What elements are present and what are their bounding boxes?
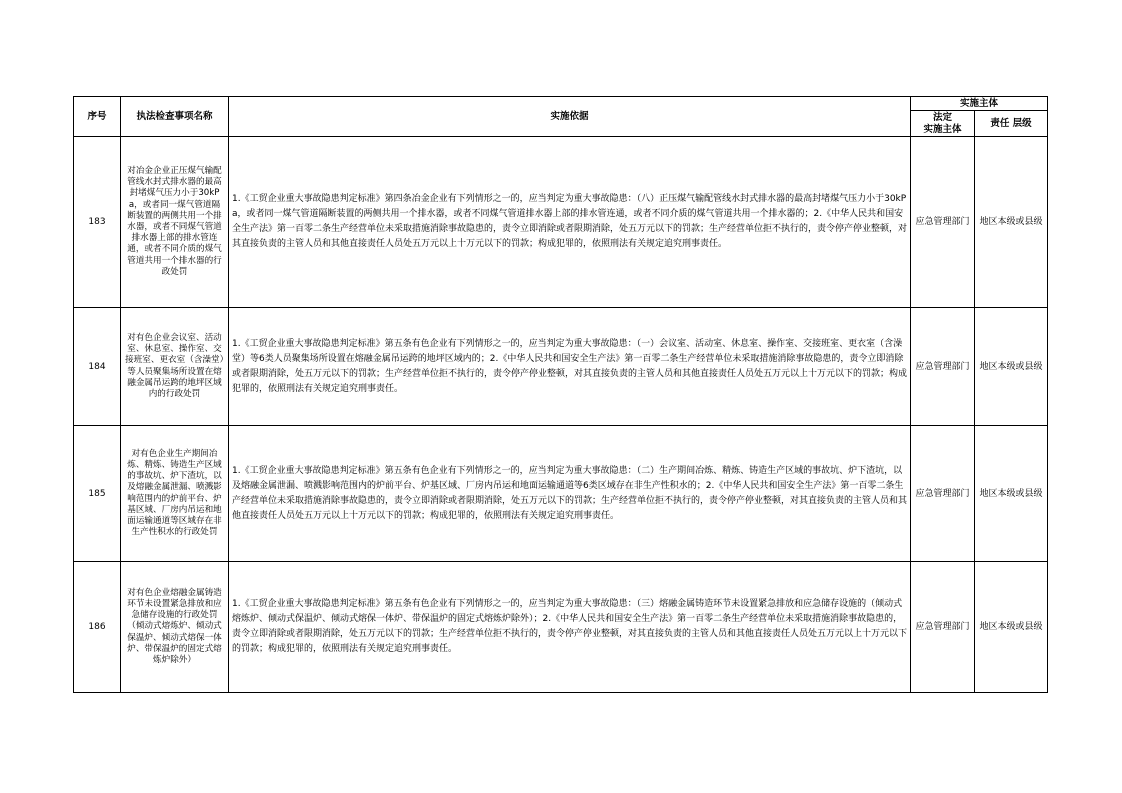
header-subject: 实施主体: [911, 97, 1048, 111]
row-level: 地区本级或县级: [975, 562, 1048, 693]
header-seq: 序号: [74, 97, 121, 137]
header-item-name: 执法检查事项名称: [121, 97, 229, 137]
enforcement-items-table: [73, 96, 1048, 693]
row-basis: 1.《工贸企业重大事故隐患判定标准》第五条有色企业有下列情形之一的，应当判定为重大事故隐患：（三）熔融金属铸造环节未设置紧急排放和应急储存设施的（倾动式熔炼炉、倾动式保温炉、倾动式熔保一体炉、带保温炉的固定式熔炼炉除外）；2.《中华人民共和国安全生产法》第一百零二条生产经营单位未采取措施消除事故隐患的，责令立即消除或者限期消除，处五万元以下的罚款；生产经营单位拒不执行的，责令停产停业整顿，对其直接负责的主管人员和其他直接责任人员处五万元以上十万元以下的罚款；构成犯罪的，依照刑法有关规定追究刑事责任。: [229, 562, 911, 693]
row-dept: 应急管理部门: [911, 308, 975, 426]
header-basis: 实施依据: [229, 97, 911, 137]
table-row: [74, 562, 1048, 693]
row-item-name: 对有色企业熔融金属铸造环节未设置紧急排放和应急储存设施的行政处罚（倾动式熔炼炉、倾动式保温炉、倾动式熔保一体炉、带保温炉的固定式熔炼炉除外）: [121, 562, 229, 693]
row-seq: 185: [74, 426, 121, 562]
row-basis: 1.《工贸企业重大事故隐患判定标准》第五条有色企业有下列情形之一的，应当判定为重大事故隐患：（一）会议室、活动室、休息室、操作室、交接班室、更衣室（含澡堂）等6类人员聚集场所设置在熔融金属吊运跨的地坪区域内的；2.《中华人民共和国安全生产法》第一百零二条生产经营单位未采取措施消除事故隐患的，责令立即消除或者限期消除，处五万元以下的罚款；生产经营单位拒不执行的，责令停产停业整顿，对其直接负责的主管人员和其他直接责任人员处五万元以上十万元以下的罚款；构成犯罪的，依照刑法有关规定追究刑事责任。: [229, 308, 911, 426]
row-level: 地区本级或县级: [975, 308, 1048, 426]
row-basis: 1.《工贸企业重大事故隐患判定标准》第五条有色企业有下列情形之一的，应当判定为重大事故隐患：（二）生产期间冶炼、精炼、铸造生产区域的事故坑、炉下渣坑，以及熔融金属泄漏、喷溅影响范围内的炉前平台、炉基区域、厂房内吊运和地面运输通道等6类区域存在非生产性积水的；2.《中华人民共和国安全生产法》第一百零二条生产经营单位未采取措施消除事故隐患的，责令立即消除或者限期消除，处五万元以下的罚款；生产经营单位拒不执行的，责令停产停业整顿，对其直接负责的主管人员和其他直接责任人员处五万元以上十万元以下的罚款；构成犯罪的，依照刑法有关规定追究刑事责任。: [229, 426, 911, 562]
row-seq: 183: [74, 137, 121, 308]
row-level: 地区本级或县级: [975, 426, 1048, 562]
header-legal-subject: 法定 实施主体: [911, 111, 975, 137]
row-level: 地区本级或县级: [975, 137, 1048, 308]
row-dept: 应急管理部门: [911, 426, 975, 562]
row-item-name: 对冶金企业正压煤气输配管线水封式排水器的最高封堵煤气压力小于30kPa，或者同一煤气管道隔断装置的两侧共用一个排水器，或者不同煤气管道排水器上部的排水管连通，或者不同介质的煤气管道共用一个排水器的行政处罚: [121, 137, 229, 308]
row-seq: 186: [74, 562, 121, 693]
row-basis: 1.《工贸企业重大事故隐患判定标准》第四条冶金企业有下列情形之一的，应当判定为重大事故隐患：（八）正压煤气输配管线水封式排水器的最高封堵煤气压力小于30kPa，或者同一煤气管道隔断装置的两侧共用一个排水器，或者不同煤气管道排水器上部的排水管连通，或者不同介质的煤气管道共用一个排水器的；2.《中华人民共和国安全生产法》第一百零二条生产经营单位未采取措施消除事故隐患的，责令立即消除或者限期消除，处五万元以下的罚款；生产经营单位拒不执行的，责令停产停业整顿，对其直接负责的主管人员和其他直接责任人员处五万元以上十万元以下的罚款；构成犯罪的，依照刑法有关规定追究刑事责任。: [229, 137, 911, 308]
header-level: 责任 层级: [975, 111, 1048, 137]
table-row: [74, 308, 1048, 426]
table-row: [74, 137, 1048, 308]
table-row: [74, 426, 1048, 562]
row-item-name: 对有色企业生产期间冶炼、精炼、铸造生产区域的事故坑、炉下渣坑，以及熔融金属泄漏、喷溅影响范围内的炉前平台、炉基区域、厂房内吊运和地面运输通道等区域存在非生产性积水的行政处罚: [121, 426, 229, 562]
row-dept: 应急管理部门: [911, 137, 975, 308]
row-item-name: 对有色企业会议室、活动室、休息室、操作室、交接班室、更衣室（含澡堂）等人员聚集场所设置在熔融金属吊运跨的地坪区域内的行政处罚: [121, 308, 229, 426]
row-dept: 应急管理部门: [911, 562, 975, 693]
row-seq: 184: [74, 308, 121, 426]
